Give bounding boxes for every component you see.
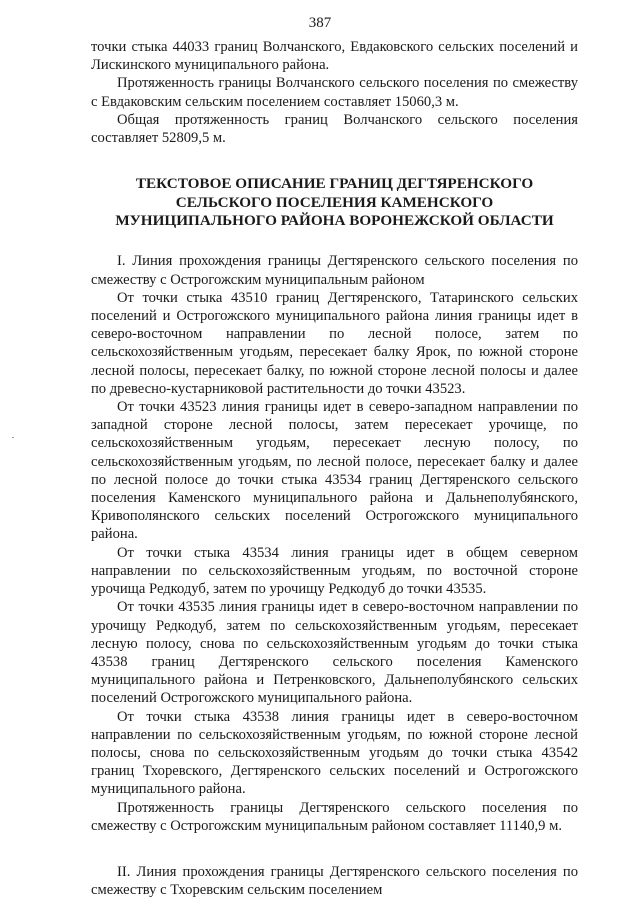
- section-paragraph: От точки стыка 43510 границ Дегтяренского, Татаринского сельских поселений и Острогожского муниципального района линия границы идет в северо-восточном направлении по лесной полосе, затем по сельскохозяйственным угодьям, пересекает балку Ярок, по южной стороне лесной полосы, пересекает балку, по южной стороне лесной полосы и далее по древесно-кустарниковой растительности до точки 43523.: [91, 289, 578, 397]
- document-body: [91, 38, 578, 899]
- section-paragraph: От точки стыка 43538 линия границы идет в северо-восточном направлении по сельскохозяйственным угодьям, по южной стороне лесной полосы, снова по сельскохозяйственным угодьям до точки стыка 43542 границ Тхоревского, Дегтяренского сельских поселений и Острогожского муниципального района.: [91, 708, 578, 798]
- intro-paragraph: Протяженность границы Волчанского сельского поселения по смежеству с Евдаковским сельским поселением составляет 15060,3 м.: [91, 75, 578, 110]
- section-spacer: [91, 835, 578, 863]
- section-paragraph: От точки 43535 линия границы идет в северо-восточном направлении по урочищу Редкодуб, затем по сельскохозяйственным угодьям, пересекает лесную полосу, снова по сельскохозяйственным угодьям до точки стыка 43538 границ Дегтяренского сельского поселения Каменского муниципального района и Петренковского, Дальнеполубянского сельских поселений Острогожского муниципального района.: [91, 599, 578, 707]
- section-paragraph: От точки стыка 43534 линия границы идет в общем северном направлении по сельскохозяйственным угодьям, по восточной стороне урочища Редкодуб, затем по урочищу Редкодуб до точки 43535.: [91, 544, 578, 598]
- section-title: I. Линия прохождения границы Дегтяренского сельского поселения по смежеству с Острогожским муниципальным районом: [91, 253, 578, 288]
- document-heading: [91, 175, 578, 230]
- heading-line: ТЕКСТОВОЕ ОПИСАНИЕ ГРАНИЦ ДЕГТЯРЕНСКОГО: [135, 175, 534, 193]
- section-paragraph: Протяженность границы Дегтяренского сельского поселения по смежеству с Острогожским муниципальным районом составляет 11140,9 м.: [91, 799, 578, 834]
- intro-paragraph: точки стыка 44033 границ Волчанского, Евдаковского сельских поселений и Лискинского муниципального района.: [91, 39, 578, 74]
- heading-line: СЕЛЬСКОГО ПОСЕЛЕНИЯ КАМЕНСКОГО: [175, 193, 494, 211]
- intro-paragraph: Общая протяженность границ Волчанского сельского поселения составляет 52809,5 м.: [91, 111, 578, 147]
- scan-mark: [12, 437, 14, 438]
- heading-line: МУНИЦИПАЛЬНОГО РАЙОНА ВОРОНЕЖСКОЙ ОБЛАСТИ: [115, 212, 554, 230]
- section-title: II. Линия прохождения границы Дегтяренского сельского поселения по смежеству с Тхоревским сельским поселением: [91, 863, 578, 899]
- section-paragraph: От точки 43523 линия границы идет в северо-западном направлении по западной стороне лесной полосы, затем пересекает урочище, по сельскохозяйственным угодьям, пересекает лесную полосу, по сельскохозяйственным угодьям, по лесной полосе, пересекает балку и далее по лесной полосе до точки стыка 43534 границ Дегтяренского сельского поселения Каменского муниципального района и Дальнеполубянского, Кривополянского сельских поселений Острогожского муниципального района.: [91, 399, 578, 543]
- page-number: 387: [308, 15, 332, 31]
